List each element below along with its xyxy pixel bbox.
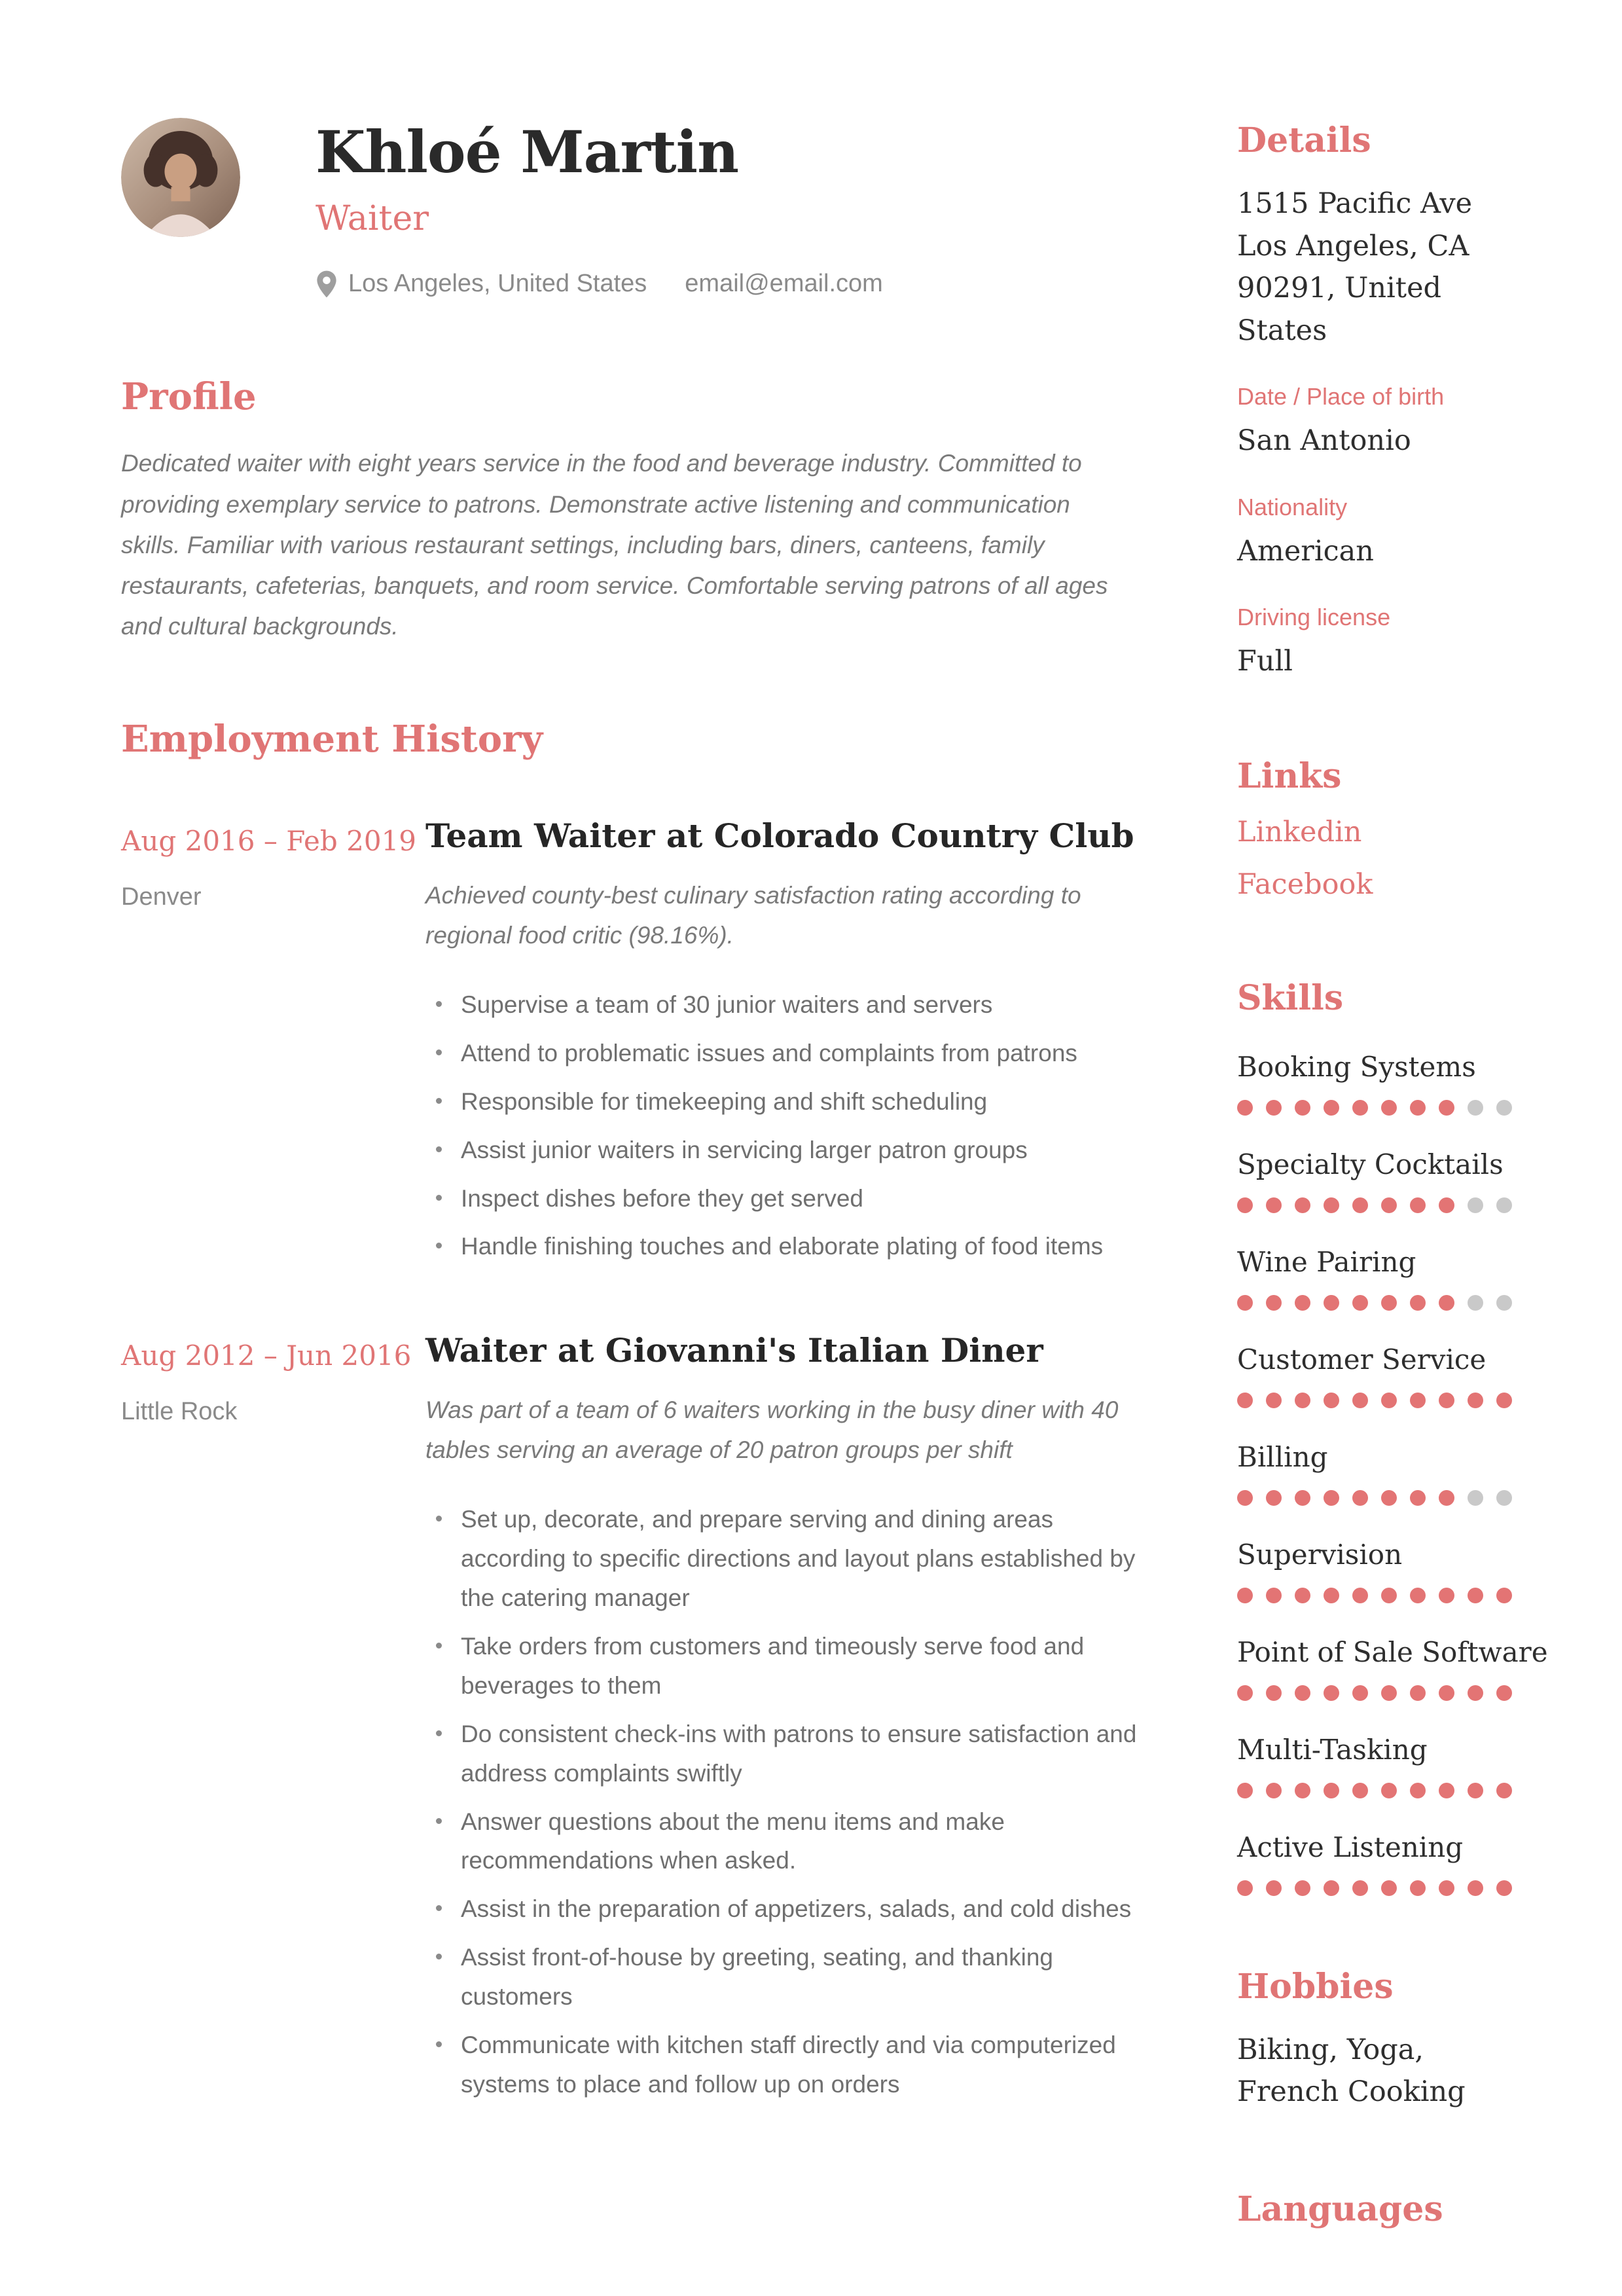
skill-dot bbox=[1439, 1685, 1454, 1701]
hobbies-heading: Hobbies bbox=[1237, 1966, 1394, 2007]
skill-dot bbox=[1468, 1295, 1483, 1311]
skill-dot bbox=[1295, 1295, 1310, 1311]
skill-dot bbox=[1324, 1197, 1339, 1213]
address-line1: 1515 Pacific Ave bbox=[1237, 187, 1473, 220]
skill-dot bbox=[1237, 1685, 1253, 1701]
skill-dot bbox=[1468, 1588, 1483, 1603]
skill-name: Customer Service bbox=[1237, 1343, 1487, 1376]
skill-dot bbox=[1439, 1783, 1454, 1798]
skill-dot bbox=[1496, 1490, 1512, 1506]
skill-dot bbox=[1352, 1100, 1368, 1116]
birth-value: San Antonio bbox=[1237, 424, 1411, 457]
job-role: Waiter bbox=[315, 199, 429, 239]
job-dates: Aug 2016 – Feb 2019 bbox=[121, 825, 417, 858]
skill-dot bbox=[1468, 1393, 1483, 1408]
skill-dot bbox=[1496, 1880, 1512, 1896]
skill-name: Point of Sale Software bbox=[1237, 1635, 1548, 1668]
links-section bbox=[1237, 756, 1519, 901]
job-city: Denver bbox=[121, 883, 202, 911]
skill-dot bbox=[1381, 1880, 1397, 1896]
job-meta bbox=[121, 1330, 425, 2113]
skill-dot bbox=[1496, 1295, 1512, 1311]
employment-section bbox=[121, 718, 1139, 2113]
skill-dots bbox=[1237, 1783, 1519, 1798]
bullet-item: Assist junior waiters in servicing larger patron groups bbox=[425, 1131, 1139, 1170]
job-body bbox=[425, 816, 1139, 1275]
skill-dot bbox=[1266, 1100, 1282, 1116]
skill-dot bbox=[1496, 1100, 1512, 1116]
skill-dot bbox=[1266, 1880, 1282, 1896]
skill-dot bbox=[1324, 1295, 1339, 1311]
skill-dot bbox=[1295, 1588, 1310, 1603]
skill-dot bbox=[1266, 1393, 1282, 1408]
skill-dot bbox=[1468, 1100, 1483, 1116]
skill-dots bbox=[1237, 1197, 1519, 1213]
skill-dot bbox=[1324, 1880, 1339, 1896]
skill-dot bbox=[1352, 1393, 1368, 1408]
job-city: Little Rock bbox=[121, 1398, 238, 1426]
skill-dot bbox=[1324, 1588, 1339, 1603]
skill-dot bbox=[1439, 1880, 1454, 1896]
skill-dot bbox=[1266, 1490, 1282, 1506]
skill-dots bbox=[1237, 1490, 1519, 1506]
skill-item bbox=[1237, 1734, 1519, 1798]
bullet-item: Assist front-of-house by greeting, seating, and thanking customers bbox=[425, 1938, 1139, 2016]
skill-dot bbox=[1266, 1295, 1282, 1311]
skill-dot bbox=[1468, 1783, 1483, 1798]
bullet-item: Inspect dishes before they get served bbox=[425, 1179, 1139, 1218]
skill-dots bbox=[1237, 1880, 1519, 1896]
skill-item bbox=[1237, 1441, 1519, 1506]
skill-dot bbox=[1237, 1393, 1253, 1408]
skill-dot bbox=[1237, 1880, 1253, 1896]
skill-dots bbox=[1237, 1393, 1519, 1408]
languages-heading: Languages bbox=[1237, 2189, 1443, 2229]
skill-dot bbox=[1439, 1197, 1454, 1213]
address-line2: Los Angeles, CA 90291, United States bbox=[1237, 229, 1469, 347]
skill-dot bbox=[1295, 1100, 1310, 1116]
job-entry bbox=[121, 1330, 1139, 2113]
skill-dot bbox=[1468, 1490, 1483, 1506]
skill-dot bbox=[1295, 1490, 1310, 1506]
skill-dot bbox=[1237, 1295, 1253, 1311]
job-title: Team Waiter at Colorado Country Club bbox=[425, 816, 1134, 856]
skill-name: Booking Systems bbox=[1237, 1050, 1476, 1083]
header-text bbox=[315, 118, 883, 298]
skill-dot bbox=[1352, 1880, 1368, 1896]
profile-section bbox=[121, 375, 1139, 647]
skill-dot bbox=[1410, 1295, 1426, 1311]
skill-name: Active Listening bbox=[1237, 1831, 1464, 1863]
birth-label: Date / Place of birth bbox=[1237, 383, 1445, 410]
skill-dot bbox=[1381, 1295, 1397, 1311]
candidate-name: Khloé Martin bbox=[315, 118, 739, 186]
skill-dots bbox=[1237, 1588, 1519, 1603]
job-meta bbox=[121, 816, 425, 1275]
skill-dot bbox=[1496, 1197, 1512, 1213]
header bbox=[121, 118, 1139, 298]
skill-dot bbox=[1324, 1100, 1339, 1116]
skills-section bbox=[1237, 977, 1548, 1896]
location-text: Los Angeles, United States bbox=[348, 270, 647, 298]
skill-dot bbox=[1324, 1393, 1339, 1408]
skill-name: Supervision bbox=[1237, 1538, 1403, 1571]
details-section bbox=[1237, 120, 1519, 683]
contact-row bbox=[315, 270, 883, 298]
employment-heading: Employment History bbox=[121, 718, 543, 761]
nationality-label: Nationality bbox=[1237, 493, 1348, 520]
skill-dot bbox=[1410, 1197, 1426, 1213]
job-body bbox=[425, 1330, 1139, 2113]
sidebar bbox=[1237, 118, 1548, 2229]
skill-dot bbox=[1439, 1100, 1454, 1116]
job-bullets bbox=[425, 985, 1139, 1267]
skill-dot bbox=[1381, 1490, 1397, 1506]
job-summary: Achieved county-best culinary satisfaction rating according to regional food critic (98.16%). bbox=[425, 881, 1081, 949]
skill-dot bbox=[1295, 1783, 1310, 1798]
license-label: Driving license bbox=[1237, 604, 1391, 630]
skill-dot bbox=[1237, 1588, 1253, 1603]
skill-dot bbox=[1381, 1783, 1397, 1798]
skill-dots bbox=[1237, 1100, 1519, 1116]
skill-item bbox=[1237, 1343, 1519, 1408]
bullet-item: Set up, decorate, and prepare serving and dining areas according to specific directions and layout plans established by the catering manager bbox=[425, 1500, 1139, 1618]
skill-item bbox=[1237, 1051, 1519, 1116]
job-dates: Aug 2012 – Jun 2016 bbox=[121, 1339, 412, 1372]
skill-dot bbox=[1324, 1783, 1339, 1798]
skill-dot bbox=[1410, 1100, 1426, 1116]
profile-heading: Profile bbox=[121, 375, 257, 419]
skill-dot bbox=[1352, 1490, 1368, 1506]
skill-dot bbox=[1410, 1783, 1426, 1798]
bullet-item: Answer questions about the menu items and make recommendations when asked. bbox=[425, 1802, 1139, 1881]
skill-dot bbox=[1295, 1685, 1310, 1701]
skill-dot bbox=[1295, 1880, 1310, 1896]
skill-dot bbox=[1468, 1685, 1483, 1701]
skill-dot bbox=[1410, 1685, 1426, 1701]
bullet-item: Responsible for timekeeping and shift scheduling bbox=[425, 1082, 1139, 1121]
facebook-link[interactable]: Facebook bbox=[1237, 867, 1373, 901]
profile-photo bbox=[121, 118, 240, 237]
bullet-item: Do consistent check-ins with patrons to ensure satisfaction and address complaints swiftly bbox=[425, 1715, 1139, 1793]
bullet-item: Supervise a team of 30 junior waiters and servers bbox=[425, 985, 1139, 1025]
skill-dot bbox=[1266, 1588, 1282, 1603]
job-title: Waiter at Giovanni's Italian Diner bbox=[425, 1331, 1043, 1370]
bullet-item: Handle finishing touches and elaborate plating of food items bbox=[425, 1227, 1139, 1266]
skill-item bbox=[1237, 1635, 1548, 1701]
skill-dot bbox=[1410, 1588, 1426, 1603]
skill-dot bbox=[1295, 1393, 1310, 1408]
skill-dot bbox=[1439, 1588, 1454, 1603]
skill-name: Specialty Cocktails bbox=[1237, 1148, 1504, 1180]
skill-name: Wine Pairing bbox=[1237, 1245, 1416, 1278]
skill-dot bbox=[1496, 1783, 1512, 1798]
skill-dot bbox=[1237, 1197, 1253, 1213]
license-value: Full bbox=[1237, 645, 1293, 678]
bullet-item: Attend to problematic issues and complaints from patrons bbox=[425, 1034, 1139, 1073]
skill-dot bbox=[1439, 1490, 1454, 1506]
skill-dot bbox=[1381, 1197, 1397, 1213]
hobbies-section bbox=[1237, 1967, 1519, 2113]
email-text: email@email.com bbox=[685, 270, 883, 298]
job-entry bbox=[121, 816, 1139, 1275]
details-heading: Details bbox=[1237, 120, 1371, 160]
skill-dot bbox=[1324, 1685, 1339, 1701]
bullet-item: Communicate with kitchen staff directly and via computerized systems to place and follow up on orders bbox=[425, 2026, 1139, 2104]
languages-section bbox=[1237, 2189, 1519, 2229]
location-pin-icon bbox=[315, 270, 338, 298]
skill-dot bbox=[1381, 1100, 1397, 1116]
skill-name: Billing bbox=[1237, 1440, 1328, 1473]
skill-dot bbox=[1237, 1100, 1253, 1116]
nationality-value: American bbox=[1237, 534, 1374, 568]
skill-dot bbox=[1266, 1197, 1282, 1213]
skill-dot bbox=[1266, 1685, 1282, 1701]
skill-dot bbox=[1237, 1783, 1253, 1798]
skill-dot bbox=[1352, 1588, 1368, 1603]
profile-text: Dedicated waiter with eight years service in the food and beverage industry. Committed to providing exemplary service to patrons. Demonstrate active listening and communication skills. Familiar with various restaurant settings, including bars, diners, canteens, family restaurants, cafeterias, banquets, and room service. Comfortable serving patrons of all ages and cultural backgrounds. bbox=[121, 450, 1108, 640]
skill-dots bbox=[1237, 1685, 1519, 1701]
skill-dot bbox=[1496, 1393, 1512, 1408]
bullet-item: Take orders from customers and timeously serve food and beverages to them bbox=[425, 1627, 1139, 1705]
skill-dot bbox=[1266, 1783, 1282, 1798]
job-bullets bbox=[425, 1500, 1139, 2104]
skill-dot bbox=[1468, 1880, 1483, 1896]
links-heading: Links bbox=[1237, 756, 1342, 796]
skill-dot bbox=[1381, 1393, 1397, 1408]
linkedin-link[interactable]: Linkedin bbox=[1237, 815, 1362, 848]
hobbies-text: Biking, Yoga, French Cooking bbox=[1237, 2033, 1466, 2108]
skill-dot bbox=[1352, 1685, 1368, 1701]
skill-dot bbox=[1295, 1197, 1310, 1213]
skill-item bbox=[1237, 1831, 1519, 1896]
main-column bbox=[121, 118, 1139, 2229]
skills-heading: Skills bbox=[1237, 977, 1344, 1018]
skill-dot bbox=[1410, 1880, 1426, 1896]
skill-dot bbox=[1439, 1295, 1454, 1311]
skill-dot bbox=[1381, 1588, 1397, 1603]
skill-dot bbox=[1410, 1393, 1426, 1408]
skill-dot bbox=[1496, 1588, 1512, 1603]
skill-dots bbox=[1237, 1295, 1519, 1311]
skill-dot bbox=[1352, 1197, 1368, 1213]
skill-dot bbox=[1410, 1490, 1426, 1506]
skill-item bbox=[1237, 1539, 1519, 1603]
skill-name: Multi-Tasking bbox=[1237, 1733, 1428, 1766]
skill-dot bbox=[1324, 1490, 1339, 1506]
skill-dot bbox=[1468, 1197, 1483, 1213]
skill-dot bbox=[1381, 1685, 1397, 1701]
skill-dot bbox=[1352, 1295, 1368, 1311]
skill-dot bbox=[1439, 1393, 1454, 1408]
job-summary: Was part of a team of 6 waiters working in the busy diner with 40 tables serving an average of 20 patron groups per shift bbox=[425, 1396, 1119, 1463]
skill-dot bbox=[1496, 1685, 1512, 1701]
bullet-item: Assist in the preparation of appetizers, salads, and cold dishes bbox=[425, 1889, 1139, 1929]
skill-item bbox=[1237, 1246, 1519, 1311]
skill-dot bbox=[1352, 1783, 1368, 1798]
skill-dot bbox=[1237, 1490, 1253, 1506]
skill-item bbox=[1237, 1148, 1519, 1213]
